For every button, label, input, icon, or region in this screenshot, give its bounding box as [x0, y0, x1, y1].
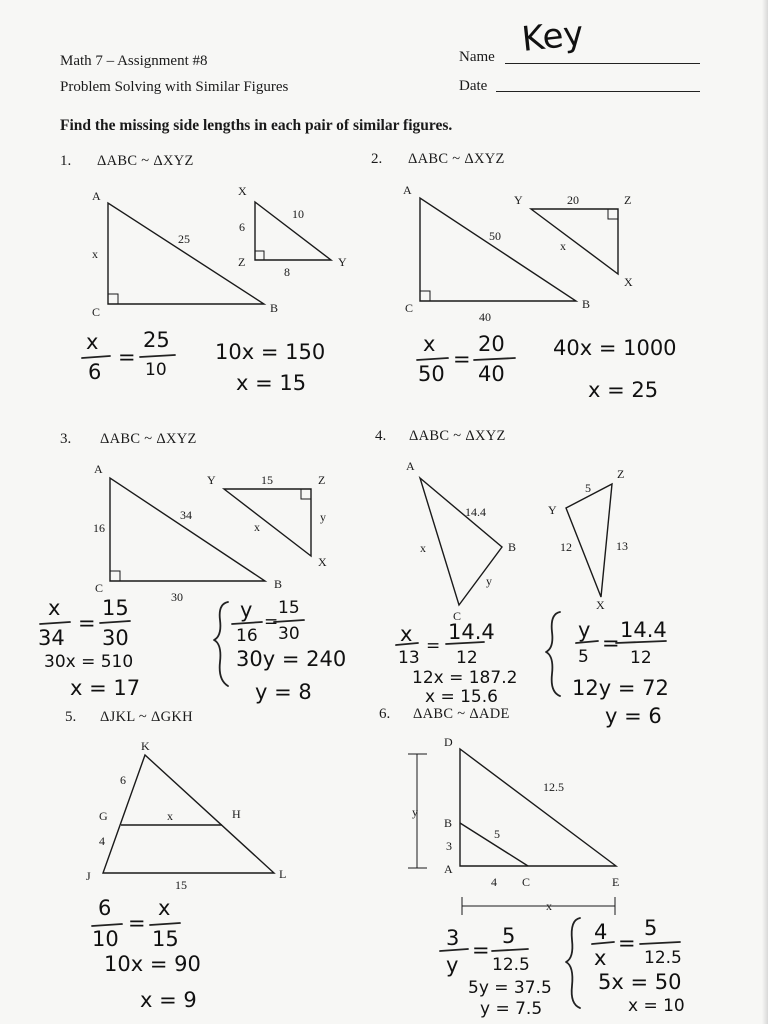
label-a: A	[403, 183, 412, 197]
p1-answer: x = 15	[236, 371, 307, 395]
p3-frac1-num: x	[48, 596, 61, 620]
p2-frac2-den: 40	[478, 362, 505, 386]
p3-y-answer: y = 8	[255, 680, 312, 704]
p6-x-frac2-num: 5	[644, 916, 658, 940]
label-b: B	[508, 540, 517, 554]
problem-1-number: 1.	[60, 153, 72, 169]
label-side-x: x	[167, 809, 173, 823]
instructions: Find the missing side lengths in each pair of similar figures.	[60, 117, 453, 134]
brace	[546, 612, 560, 696]
label-j: J	[86, 869, 91, 883]
date-label: Date	[459, 78, 488, 94]
p4-frac1-den: 13	[398, 648, 420, 668]
p6-equals: =	[472, 938, 490, 962]
p4-y-frac1-den: 5	[578, 647, 589, 667]
p4-y-equals: =	[602, 631, 620, 655]
triangle-abc-3	[110, 478, 265, 581]
fraction-bar	[232, 622, 262, 624]
problem-6-statement: ΔABC ~ ΔADE	[413, 706, 510, 722]
p1-frac1-num: x	[86, 330, 99, 354]
p1-frac2-den: 10	[145, 360, 167, 380]
label-side-4: 4	[99, 834, 105, 848]
right-angle-mark	[108, 294, 118, 304]
label-e: E	[612, 875, 620, 889]
problem-4-statement: ΔABC ~ ΔXYZ	[409, 428, 506, 444]
fraction-bar	[417, 358, 448, 360]
p6-x-frac1-den: x	[594, 946, 607, 970]
label-b: B	[274, 577, 283, 591]
fraction-bar	[150, 923, 180, 925]
label-side-6: 6	[239, 220, 245, 234]
label-a: A	[444, 862, 453, 876]
right-angle-mark	[255, 251, 264, 260]
triangle-xyz-2	[531, 209, 618, 274]
problem-3-figure	[93, 462, 327, 604]
p4-equals: =	[426, 636, 441, 656]
p5-frac2-num: x	[158, 896, 171, 920]
label-y: Y	[207, 473, 216, 487]
p3-y-cross-multiply: 30y = 240	[236, 647, 347, 671]
problem-4-figure	[406, 459, 628, 623]
problem-1-figure	[92, 184, 347, 319]
p6-answer: y = 7.5	[480, 999, 543, 1019]
p2-frac2-num: 20	[478, 332, 505, 356]
label-b: B	[444, 816, 453, 830]
label-side-x: x	[560, 239, 566, 253]
label-c: C	[92, 305, 101, 319]
label-side-13: 13	[616, 539, 628, 553]
right-angle-mark	[301, 489, 311, 499]
course-title: Math 7 – Assignment #8	[60, 53, 208, 69]
label-x: X	[318, 555, 327, 569]
label-side-x: x	[420, 541, 426, 555]
p3-equals: =	[78, 611, 96, 635]
right-angle-mark	[420, 291, 430, 301]
label-side-x: x	[92, 247, 98, 261]
p6-x-frac1-num: 4	[594, 920, 608, 944]
label-side-14-4: 14.4	[465, 505, 486, 519]
label-b: B	[582, 297, 591, 311]
scan-edge-shadow	[762, 0, 768, 1024]
p3-y-frac1-num: y	[240, 598, 253, 622]
fraction-bar	[82, 356, 110, 358]
label-side-5: 5	[585, 481, 591, 495]
problem-6-number: 6.	[379, 706, 391, 722]
p4-y-frac2-den: 12	[630, 648, 652, 668]
p5-answer: x = 9	[140, 988, 197, 1012]
p2-frac1-num: x	[423, 332, 436, 356]
label-side-30: 30	[171, 590, 183, 604]
problem-2-figure	[403, 183, 633, 324]
problem-1-statement: ΔABC ~ ΔXYZ	[97, 153, 194, 169]
p6-x-cross-multiply: 5x = 50	[598, 970, 682, 994]
p3-frac2-den: 30	[102, 626, 129, 650]
p6-frac2-den: 12.5	[492, 955, 530, 975]
problem-4-number: 4.	[375, 428, 387, 444]
triangle-ade	[460, 749, 616, 866]
problem-5-statement: ΔJKL ~ ΔGKH	[100, 709, 193, 725]
p2-equals: =	[453, 347, 471, 371]
p4-y-answer: y = 6	[605, 704, 662, 728]
label-z: Z	[624, 193, 632, 207]
label-y: Y	[338, 255, 347, 269]
label-b: B	[270, 301, 279, 315]
label-side-8: 8	[284, 265, 290, 279]
triangle-xyz-4	[566, 484, 612, 597]
label-dim-y: y	[412, 805, 418, 819]
label-side-25: 25	[178, 232, 190, 246]
brace	[214, 602, 228, 686]
p2-frac1-den: 50	[418, 362, 445, 386]
fraction-bar	[140, 355, 175, 357]
p4-frac2-num: 14.4	[448, 620, 495, 644]
p6-frac2-num: 5	[502, 924, 516, 948]
p6-cross-multiply: 5y = 37.5	[468, 978, 552, 998]
label-c: C	[453, 609, 462, 623]
fraction-bar	[492, 949, 528, 951]
p4-frac2-den: 12	[456, 648, 478, 668]
problem-2-statement: ΔABC ~ ΔXYZ	[408, 151, 505, 167]
label-side-y: y	[320, 510, 326, 524]
fraction-bar	[274, 620, 304, 622]
label-c: C	[405, 301, 414, 315]
label-side-x: x	[254, 520, 260, 534]
p4-frac1-num: x	[400, 622, 413, 646]
p3-frac1-den: 34	[38, 626, 65, 650]
fraction-bar	[40, 622, 70, 624]
label-side-20: 20	[567, 193, 579, 207]
p2-cross-multiply: 40x = 1000	[553, 336, 677, 360]
p3-y-frac2-den: 30	[278, 624, 300, 644]
problem-3-statement: ΔABC ~ ΔXYZ	[100, 431, 197, 447]
label-side-40: 40	[479, 310, 491, 324]
brace	[566, 918, 580, 1008]
problem-2-number: 2.	[371, 151, 383, 167]
fraction-bar	[100, 621, 130, 623]
label-side-50: 50	[489, 229, 501, 243]
label-y: Y	[548, 503, 557, 517]
triangle-xyz-3	[224, 489, 311, 556]
label-side-4: 4	[491, 875, 497, 889]
name-handwritten: Key	[519, 13, 586, 60]
p6-frac1-den: y	[446, 953, 459, 977]
p1-cross-multiply: 10x = 150	[215, 340, 326, 364]
problem-6-figure	[408, 735, 619, 915]
p6-x-equals: =	[618, 931, 636, 955]
label-side-12: 12	[560, 540, 572, 554]
p5-frac2-den: 15	[152, 927, 179, 951]
label-c: C	[522, 875, 531, 889]
label-z: Z	[238, 255, 246, 269]
fraction-bar	[640, 942, 680, 944]
fraction-bar	[474, 358, 515, 360]
triangle-abc-1	[108, 203, 264, 304]
p5-equals: =	[128, 911, 146, 935]
p3-y-equals: =	[264, 612, 279, 632]
label-a: A	[92, 189, 101, 203]
problem-3-number: 3.	[60, 431, 72, 447]
name-label: Name	[459, 49, 495, 65]
p3-y-frac1-den: 16	[236, 626, 258, 646]
label-l: L	[279, 867, 287, 881]
label-side-16: 16	[93, 521, 105, 535]
right-angle-mark	[110, 571, 120, 581]
p3-y-frac2-num: 15	[278, 598, 300, 618]
p1-frac2-num: 25	[143, 328, 170, 352]
p5-frac1-den: 10	[92, 927, 119, 951]
triangle-jkl	[103, 755, 274, 873]
p6-x-frac2-den: 12.5	[644, 948, 682, 968]
label-g: G	[99, 809, 108, 823]
p4-y-frac1-num: y	[578, 618, 591, 642]
p5-cross-multiply: 10x = 90	[104, 952, 201, 976]
label-dim-x: x	[546, 899, 552, 913]
p6-x-answer: x = 10	[628, 996, 685, 1016]
label-x: X	[624, 275, 633, 289]
label-side-34: 34	[180, 508, 192, 522]
label-side-y: y	[486, 574, 492, 588]
p1-frac1-den: 6	[88, 360, 102, 384]
fraction-bar	[92, 924, 122, 926]
label-side-12-5: 12.5	[543, 780, 564, 794]
label-z: Z	[617, 467, 625, 481]
label-x: X	[596, 598, 605, 612]
label-side-3: 3	[446, 839, 452, 853]
p1-equals: =	[118, 345, 136, 369]
p4-answer: x = 15.6	[425, 687, 498, 707]
label-z: Z	[318, 473, 326, 487]
problem-5-figure	[86, 739, 286, 892]
p3-frac2-num: 15	[102, 596, 129, 620]
label-d: D	[444, 735, 453, 749]
p4-y-cross-multiply: 12y = 72	[572, 676, 669, 700]
label-side-15: 15	[261, 473, 273, 487]
label-x: X	[238, 184, 247, 198]
p4-cross-multiply: 12x = 187.2	[412, 668, 518, 688]
p4-y-frac2-num: 14.4	[620, 618, 667, 642]
problem-5-number: 5.	[65, 709, 77, 725]
right-angle-mark	[608, 209, 618, 219]
worksheet-subtitle: Problem Solving with Similar Figures	[60, 79, 289, 95]
label-a: A	[94, 462, 103, 476]
label-side-10: 10	[292, 207, 304, 221]
label-y: Y	[514, 193, 523, 207]
p3-answer: x = 17	[70, 676, 141, 700]
label-side-6: 6	[120, 773, 126, 787]
label-side-5: 5	[494, 827, 500, 841]
p6-frac1-num: 3	[446, 926, 460, 950]
label-k: K	[141, 739, 150, 753]
label-h: H	[232, 807, 241, 821]
label-c: C	[95, 581, 104, 595]
label-side-15: 15	[175, 878, 187, 892]
label-a: A	[406, 459, 415, 473]
p2-answer: x = 25	[588, 378, 659, 402]
p3-cross-multiply: 30x = 510	[44, 652, 134, 672]
triangle-abc-2	[420, 198, 576, 301]
p5-frac1-num: 6	[98, 896, 112, 920]
